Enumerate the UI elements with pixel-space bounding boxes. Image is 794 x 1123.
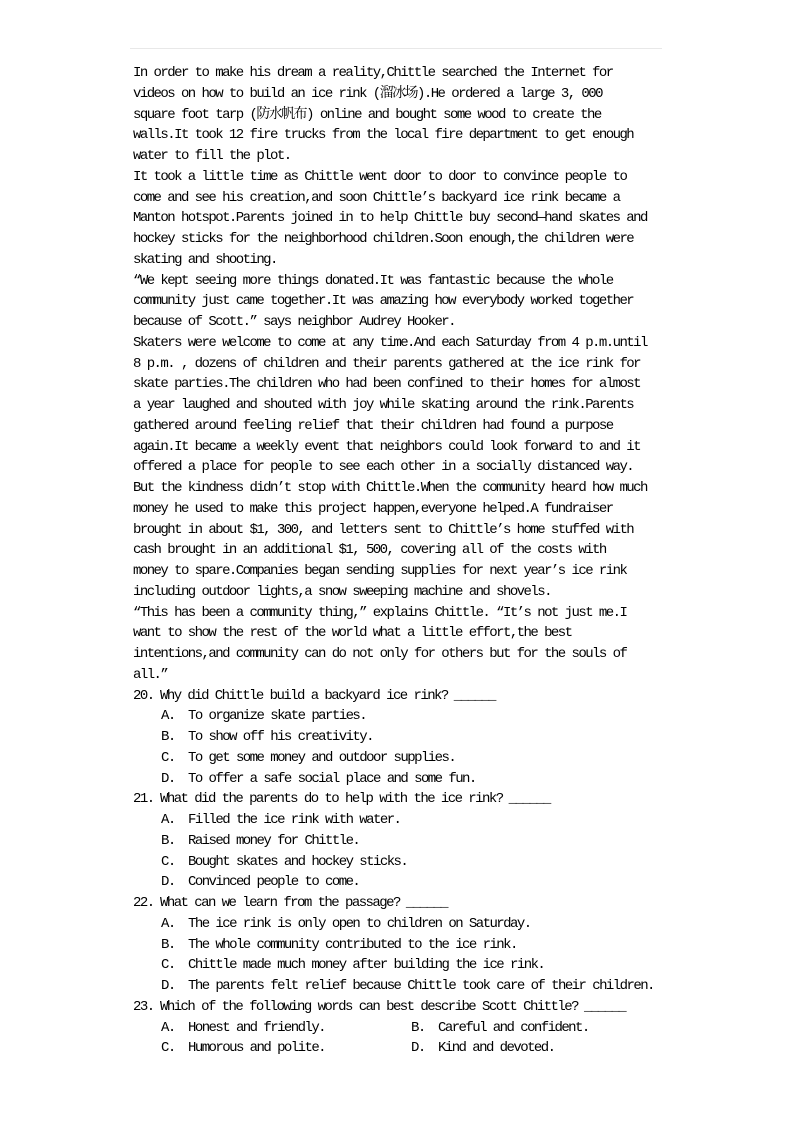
question-number: 21. bbox=[133, 791, 154, 808]
question-line bbox=[133, 997, 708, 1018]
question-line bbox=[133, 686, 708, 707]
paragraph-line: money to spare.Companies began sending supplies for next year’s ice rink bbox=[133, 563, 627, 579]
paragraph-line: gathered around feeling relief that their children had found a purpose bbox=[133, 417, 613, 434]
paragraph-line: because of Scott.” says neighbor Audrey Hooker. bbox=[133, 314, 456, 330]
question-text: What did the parents do to help with the ice rink? bbox=[160, 791, 503, 808]
paragraph-line: “We kept seeing more things donated.It was fantastic because the whole bbox=[133, 272, 613, 289]
paragraph-line: skate parties.The children who had been confined to their homes for almost bbox=[133, 376, 641, 393]
option bbox=[161, 1018, 411, 1039]
paragraph-line: hockey sticks for the neighborhood children.Soon enough,the children were bbox=[133, 231, 634, 247]
paragraph bbox=[133, 478, 708, 603]
paragraph-line: come and see his creation,and soon Chittle’s backyard ice rink became a bbox=[133, 189, 620, 206]
option-label: C. bbox=[161, 853, 175, 870]
paragraph bbox=[133, 333, 708, 478]
option-label: A. bbox=[161, 812, 175, 828]
paragraph-line: intentions,and community can do not only for others but for the souls of bbox=[133, 646, 627, 662]
paragraph-line: offered a place for people to see each other in a socially distanced way. bbox=[133, 459, 634, 476]
answer-blank: ______ bbox=[508, 791, 550, 808]
paragraph-line: Manton hotspot.Parents joined in to help Chittle buy second—hand skates and bbox=[133, 210, 647, 227]
option-row bbox=[133, 706, 708, 727]
option-label: B. bbox=[161, 832, 175, 849]
paragraph-line: all.” bbox=[133, 666, 168, 683]
option-text: To get some money and outdoor supplies. bbox=[188, 749, 456, 766]
option-row bbox=[133, 914, 708, 935]
paragraph-line: 8 p.m. , dozens of children and their parents gathered at the ice rink for bbox=[133, 355, 641, 372]
paragraph bbox=[133, 63, 708, 167]
option-row bbox=[133, 872, 708, 893]
question-block bbox=[133, 997, 708, 1059]
paragraph-line: want to show the rest of the world what a little effort,the best bbox=[133, 625, 572, 642]
option-text: To offer a safe social place and some fun. bbox=[188, 770, 476, 787]
option-row bbox=[133, 810, 708, 831]
option-text: To organize skate parties. bbox=[188, 708, 367, 725]
question-line bbox=[133, 789, 708, 810]
paragraph-line: a year laughed and shouted with joy while skating around the rink.Parents bbox=[133, 397, 634, 413]
question-block bbox=[133, 893, 708, 997]
paragraph-line: But the kindness didn’t stop with Chittle.When the community heard how much bbox=[133, 480, 647, 496]
question-block bbox=[133, 686, 708, 790]
option-text: The parents felt relief because Chittle took care of their children. bbox=[188, 978, 654, 994]
option-label: D. bbox=[161, 978, 175, 994]
option-label: C. bbox=[161, 749, 175, 766]
option-label: D. bbox=[161, 874, 175, 891]
question-line bbox=[133, 893, 708, 914]
option-text: Bought skates and hockey sticks. bbox=[188, 853, 408, 870]
option-text: To show off his creativity. bbox=[188, 729, 373, 745]
question-number: 20. bbox=[133, 687, 154, 704]
option-label: A. bbox=[161, 1019, 175, 1036]
paragraph-line: Skaters were welcome to come at any time.And each Saturday from 4 p.m.until bbox=[133, 334, 647, 351]
paragraph-line: cash brought in an additional $1, 500, covering all of the costs with bbox=[133, 542, 606, 559]
option-row bbox=[133, 852, 708, 873]
paragraph bbox=[133, 271, 708, 333]
option-label: C. bbox=[161, 1040, 175, 1057]
paragraph-line: skating and shooting. bbox=[133, 251, 277, 268]
paragraph bbox=[133, 603, 708, 686]
paragraph-line: community just came together.It was amazing how everybody worked together bbox=[133, 293, 634, 310]
paragraph-line: It took a little time as Chittle went door to door to convince people to bbox=[133, 168, 627, 185]
option-row bbox=[133, 976, 708, 997]
option-row bbox=[133, 935, 708, 956]
option-text: Raised money for Chittle. bbox=[188, 832, 360, 849]
option-label: A. bbox=[161, 708, 175, 725]
option-text: Humorous and polite. bbox=[188, 1040, 326, 1057]
option-row bbox=[133, 748, 708, 769]
header-rule bbox=[130, 48, 662, 49]
option-row bbox=[133, 727, 708, 748]
paragraph-line: money he used to make this project happen,everyone helped.A fundraiser bbox=[133, 500, 613, 517]
paragraph-line: again.It became a weekly event that neighbors could look forward to and it bbox=[133, 438, 641, 455]
option-text: Convinced people to come. bbox=[188, 874, 360, 891]
option-text: Filled the ice rink with water. bbox=[188, 812, 401, 828]
option-text: Honest and friendly. bbox=[188, 1019, 326, 1036]
option-label: C. bbox=[161, 957, 175, 974]
paragraph-line: square foot tarp (防水帆布) online and bought some wood to create the bbox=[133, 106, 601, 123]
paragraph bbox=[133, 167, 708, 271]
option-label: D. bbox=[411, 1040, 425, 1057]
option-label: D. bbox=[161, 770, 175, 787]
paragraph-line: In order to make his dream a reality,Chittle searched the Internet for bbox=[133, 65, 613, 81]
question-number: 22. bbox=[133, 895, 154, 911]
option bbox=[411, 1018, 708, 1039]
option-text: Careful and confident. bbox=[438, 1019, 589, 1036]
option-label: B. bbox=[161, 936, 175, 953]
question-block bbox=[133, 789, 708, 893]
answer-blank: ______ bbox=[583, 998, 626, 1015]
option-text: The ice rink is only open to children on Saturday. bbox=[188, 915, 531, 932]
option-row bbox=[133, 955, 708, 976]
option-row bbox=[133, 769, 708, 790]
question-text: What can we learn from the passage? bbox=[160, 895, 400, 911]
paragraph-line: including outdoor lights,a snow sweeping machine and shovels. bbox=[133, 583, 551, 600]
answer-blank: ______ bbox=[453, 687, 495, 704]
paragraph-line: “This has been a community thing,” explains Chittle. “It’s not just me.I bbox=[133, 604, 627, 621]
option bbox=[411, 1038, 708, 1059]
question-text: Why did Chittle build a backyard ice rink? bbox=[160, 687, 448, 704]
option-text: Chittle made much money after building the ice rink. bbox=[188, 957, 545, 974]
option-text: The whole community contributed to the ice rink. bbox=[188, 936, 517, 953]
document-body bbox=[133, 63, 708, 1059]
paragraph-line: brought in about $1, 300, and letters sent to Chittle’s home stuffed with bbox=[133, 521, 634, 538]
question-text: Which of the following words can best describe Scott Chittle? bbox=[160, 998, 578, 1015]
option-label: A. bbox=[161, 915, 175, 932]
paragraph-line: videos on how to build an ice rink (溜冰场).He ordered a large 3, 000 bbox=[133, 85, 602, 102]
option bbox=[161, 1038, 411, 1059]
option-label: B. bbox=[411, 1019, 425, 1036]
paragraph-line: water to fill the plot. bbox=[133, 148, 291, 164]
option-label: B. bbox=[161, 729, 175, 745]
question-number: 23. bbox=[133, 998, 154, 1015]
option-text: Kind and devoted. bbox=[438, 1040, 555, 1057]
option-row bbox=[133, 1018, 708, 1039]
option-row bbox=[133, 831, 708, 852]
answer-blank: ______ bbox=[405, 895, 447, 911]
option-row bbox=[133, 1038, 708, 1059]
paragraph-line: walls.It took 12 fire trucks from the local fire department to get enough bbox=[133, 127, 634, 144]
